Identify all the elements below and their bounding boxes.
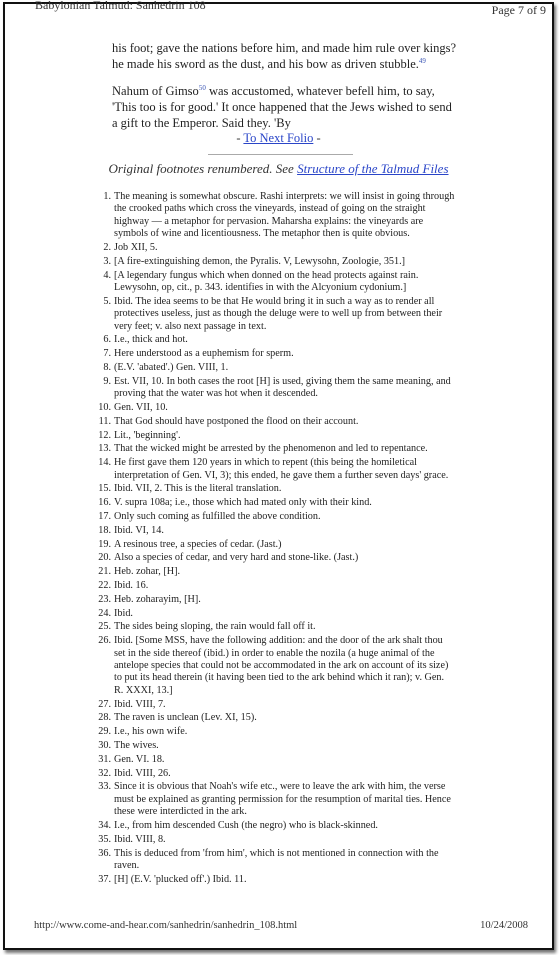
footnote-text: Ibid. VIII, 7. bbox=[114, 698, 166, 710]
footnote-number: 34. bbox=[98, 819, 111, 831]
footnote-text: Ibid. VIII, 26. bbox=[114, 767, 171, 779]
footnote-item bbox=[95, 820, 455, 832]
paragraph-text: his foot; gave the nations before him, and made him rule over kings? he made his sword as the dust, and his bow as driven stubble. bbox=[112, 41, 457, 71]
footnote-number: 22. bbox=[98, 579, 111, 591]
footnote-number: 10. bbox=[98, 402, 111, 414]
footnote-item bbox=[95, 594, 455, 606]
footnote-number: 13. bbox=[98, 443, 111, 455]
footnote-item bbox=[95, 402, 455, 414]
footnote-item bbox=[95, 348, 455, 360]
footnote-text: The sides being sloping, the rain would fall off it. bbox=[114, 621, 316, 633]
footnote-text: The raven is unclean (Lev. XI, 15). bbox=[114, 712, 257, 724]
footnote-text: This is deduced from 'from him', which is not mentioned in connection with the raven. bbox=[114, 847, 439, 871]
footnote-number: 20. bbox=[98, 552, 111, 564]
footnote-text: Gen. VI. 18. bbox=[114, 753, 165, 765]
footnotes-heading bbox=[5, 161, 552, 177]
footnote-text: Lit., 'beginning'. bbox=[114, 429, 181, 441]
footnote-item bbox=[95, 580, 455, 592]
footnote-number: 3. bbox=[103, 255, 111, 267]
footnote-text: Heb. zohar, [H]. bbox=[114, 566, 181, 578]
footnote-text: Gen. VII, 10. bbox=[114, 402, 168, 414]
footnote-text: Ibid. bbox=[114, 607, 133, 619]
document-title: Babylonian Talmud: Sanhedrin 108 bbox=[35, 0, 206, 12]
footnote-number: 15. bbox=[98, 483, 111, 495]
footnote-text: [A legendary fungus which when donned on the head protects against rain. Lewysohn, op, cit., p. 343. identifies in with the Alcyonium cydonium.] bbox=[114, 269, 419, 294]
scanned-page bbox=[5, 0, 552, 948]
nav-dash: - bbox=[313, 131, 321, 145]
footnote-text: Job XII, 5. bbox=[114, 242, 158, 254]
footnote-item bbox=[95, 754, 455, 766]
footnote-number: 33. bbox=[98, 781, 111, 793]
footnote-item bbox=[95, 566, 455, 578]
footnote-number: 28. bbox=[98, 712, 111, 724]
footnote-text: Est. VII, 10. In both cases the root [H] is used, giving them the same meaning, and proving that the water was hot when it descended. bbox=[114, 375, 451, 400]
footnote-item bbox=[95, 699, 455, 711]
footnote-text: (E.V. 'abated'.) Gen. VIII, 1. bbox=[114, 362, 229, 374]
footnote-item bbox=[95, 511, 455, 523]
footnote-text: Ibid. VIII, 8. bbox=[114, 833, 166, 845]
footnote-number: 29. bbox=[98, 726, 111, 738]
footnote-number: 37. bbox=[98, 873, 111, 885]
footnote-item bbox=[95, 608, 455, 620]
body-paragraph bbox=[112, 40, 458, 72]
footnote-text: The meaning is somewhat obscure. Rashi interprets: we will insist in going through the crooked paths which cross the vineyards, instead of going on the straight highway — a metaphor for pervasion. Maharsha explains: the vineyards are symbols of wine and licentiousness. The metaphor then is quite obvious. bbox=[114, 191, 455, 240]
footnote-number: 2. bbox=[103, 242, 111, 254]
next-folio-nav bbox=[5, 131, 552, 146]
footnote-item bbox=[95, 443, 455, 455]
footnotes-heading-text: Original footnotes renumbered. See bbox=[108, 161, 298, 176]
footnote-item bbox=[95, 781, 455, 818]
footnote-number: 1. bbox=[103, 191, 111, 202]
footnote-number: 32. bbox=[98, 767, 111, 779]
page-number: Page 7 of 9 bbox=[491, 3, 546, 17]
structure-link[interactable]: Structure of the Talmud Files bbox=[297, 161, 449, 176]
divider bbox=[208, 154, 353, 155]
footnote-list bbox=[95, 191, 455, 888]
footnote-item bbox=[95, 552, 455, 564]
footnote-item bbox=[95, 621, 455, 633]
footnote-item bbox=[95, 483, 455, 495]
footnote-ref-link[interactable]: 49 bbox=[418, 57, 426, 65]
footnote-text: Ibid. [Some MSS, have the following addition: and the door of the ark shalt thou set in the side thereof (ibid.) in order to enable the nozila (a huge animal of the antelope species that could not be accommodated in the ark on account of its size) to put its head therein (it having been tied to the ark behind which it ran); v. Gen. R. XXXI, 13.] bbox=[114, 635, 449, 696]
footnote-ref-link[interactable]: 50 bbox=[198, 84, 206, 92]
paragraph-text: was accustomed, whatever befell him, to say, 'This too is for good.' It once happened that the Jews wished to send a gift to the Emperor. Said they. 'By bbox=[112, 84, 452, 130]
footnote-text: I.e., his own wife. bbox=[114, 726, 188, 738]
footnote-text: I.e., thick and hot. bbox=[114, 334, 188, 346]
footnote-item bbox=[95, 848, 455, 873]
footnote-item bbox=[95, 726, 455, 738]
page-frame bbox=[3, 2, 554, 950]
footnote-text: I.e., from him descended Cush (the negro) who is black-skinned. bbox=[114, 819, 378, 831]
footnote-item bbox=[95, 497, 455, 509]
footnote-number: 36. bbox=[98, 847, 111, 859]
footnote-item bbox=[95, 242, 455, 254]
footnote-item bbox=[95, 376, 455, 401]
footnote-text: [H] (E.V. 'plucked off'.) Ibid. 11. bbox=[114, 873, 247, 885]
footnote-item bbox=[95, 874, 455, 886]
footnote-text: Ibid. VII, 2. This is the literal translation. bbox=[114, 483, 282, 495]
footer-date: 10/24/2008 bbox=[480, 920, 528, 931]
footnote-number: 26. bbox=[98, 635, 111, 647]
footnote-number: 4. bbox=[103, 269, 111, 281]
footnote-number: 21. bbox=[98, 566, 111, 578]
footnote-number: 23. bbox=[98, 593, 111, 605]
footnote-number: 31. bbox=[98, 753, 111, 765]
footnote-text: Ibid. VI, 14. bbox=[114, 524, 164, 536]
footnote-item bbox=[95, 768, 455, 780]
footnote-item bbox=[95, 334, 455, 346]
footnote-number: 24. bbox=[98, 607, 111, 619]
footnote-number: 35. bbox=[98, 833, 111, 845]
footnote-number: 5. bbox=[103, 295, 111, 307]
footnote-number: 27. bbox=[98, 698, 111, 710]
footnote-number: 12. bbox=[98, 429, 111, 441]
footnote-text: A resinous tree, a species of cedar. (Jast.) bbox=[114, 538, 282, 550]
footnote-number: 11. bbox=[98, 415, 111, 427]
footnote-item bbox=[95, 296, 455, 333]
footnote-text: Here understood as a euphemism for sperm. bbox=[114, 348, 294, 360]
footnote-text: V. supra 108a; i.e., those which had mated only with their kind. bbox=[114, 497, 372, 509]
footnote-text: The wives. bbox=[114, 739, 159, 751]
footnote-text: Only such coming as fulfilled the above condition. bbox=[114, 511, 321, 522]
footnote-text: Ibid. The idea seems to be that He would bring it in such a way as to render all protectives useless, just as though the deluge were to well up from between their very feet; v. also next passage in text. bbox=[114, 295, 443, 332]
footnote-item bbox=[95, 256, 455, 268]
footnote-text: Heb. zoharayim, [H]. bbox=[114, 593, 201, 605]
footnote-text: Also a species of cedar, and very hard and stone-like. (Jast.) bbox=[114, 552, 359, 564]
footnote-text: Ibid. 16. bbox=[114, 579, 149, 591]
footnote-item bbox=[95, 539, 455, 551]
footnote-text: [A fire-extinguishing demon, the Pyralis. V, Lewysohn, Zoologie, 351.] bbox=[114, 255, 406, 267]
footnote-number: 17. bbox=[98, 511, 111, 522]
footnote-text: That the wicked might be arrested by the phenomenon and led to repentance. bbox=[114, 443, 428, 455]
footnote-item bbox=[95, 416, 455, 428]
footnote-number: 14. bbox=[98, 457, 111, 469]
footnote-item bbox=[95, 635, 455, 697]
footnote-number: 6. bbox=[103, 334, 111, 346]
footnote-item bbox=[95, 270, 455, 295]
footnote-text: He first gave them 120 years in which to repent (this being the homiletical interpretation of Gen. VI, 3); this ended, he gave them a further seven days' grace. bbox=[114, 457, 449, 481]
footnote-number: 9. bbox=[103, 375, 111, 387]
footnote-number: 8. bbox=[103, 362, 111, 374]
paragraph-name: Nahum of Gimso bbox=[112, 84, 199, 98]
nav-dash: - bbox=[236, 131, 244, 145]
footnote-number: 16. bbox=[98, 497, 111, 509]
footer-url: http://www.come-and-hear.com/sanhedrin/sanhedrin_108.html bbox=[34, 920, 298, 931]
next-folio-link[interactable]: To Next Folio bbox=[243, 131, 314, 145]
footnote-number: 19. bbox=[98, 538, 111, 550]
footnote-item bbox=[95, 525, 455, 537]
footnote-item bbox=[95, 834, 455, 846]
footnote-number: 18. bbox=[98, 524, 111, 536]
footnote-item bbox=[95, 712, 455, 724]
footnote-number: 25. bbox=[98, 621, 111, 633]
footnote-number: 7. bbox=[103, 348, 111, 360]
footnote-item bbox=[95, 430, 455, 442]
footnote-number: 30. bbox=[98, 739, 111, 751]
body-paragraph bbox=[112, 83, 458, 131]
footnote-item bbox=[95, 362, 455, 374]
footnote-text: Since it is obvious that Noah's wife etc., were to leave the ark with him, the verse must be explained as granting permission for the resumption of marital ties. Hence these were interdicted in the ark. bbox=[114, 781, 451, 818]
footnote-item bbox=[95, 457, 455, 482]
footnote-item bbox=[95, 191, 455, 241]
footnote-text: That God should have postponed the flood on their account. bbox=[114, 415, 359, 427]
footnote-item bbox=[95, 740, 455, 752]
